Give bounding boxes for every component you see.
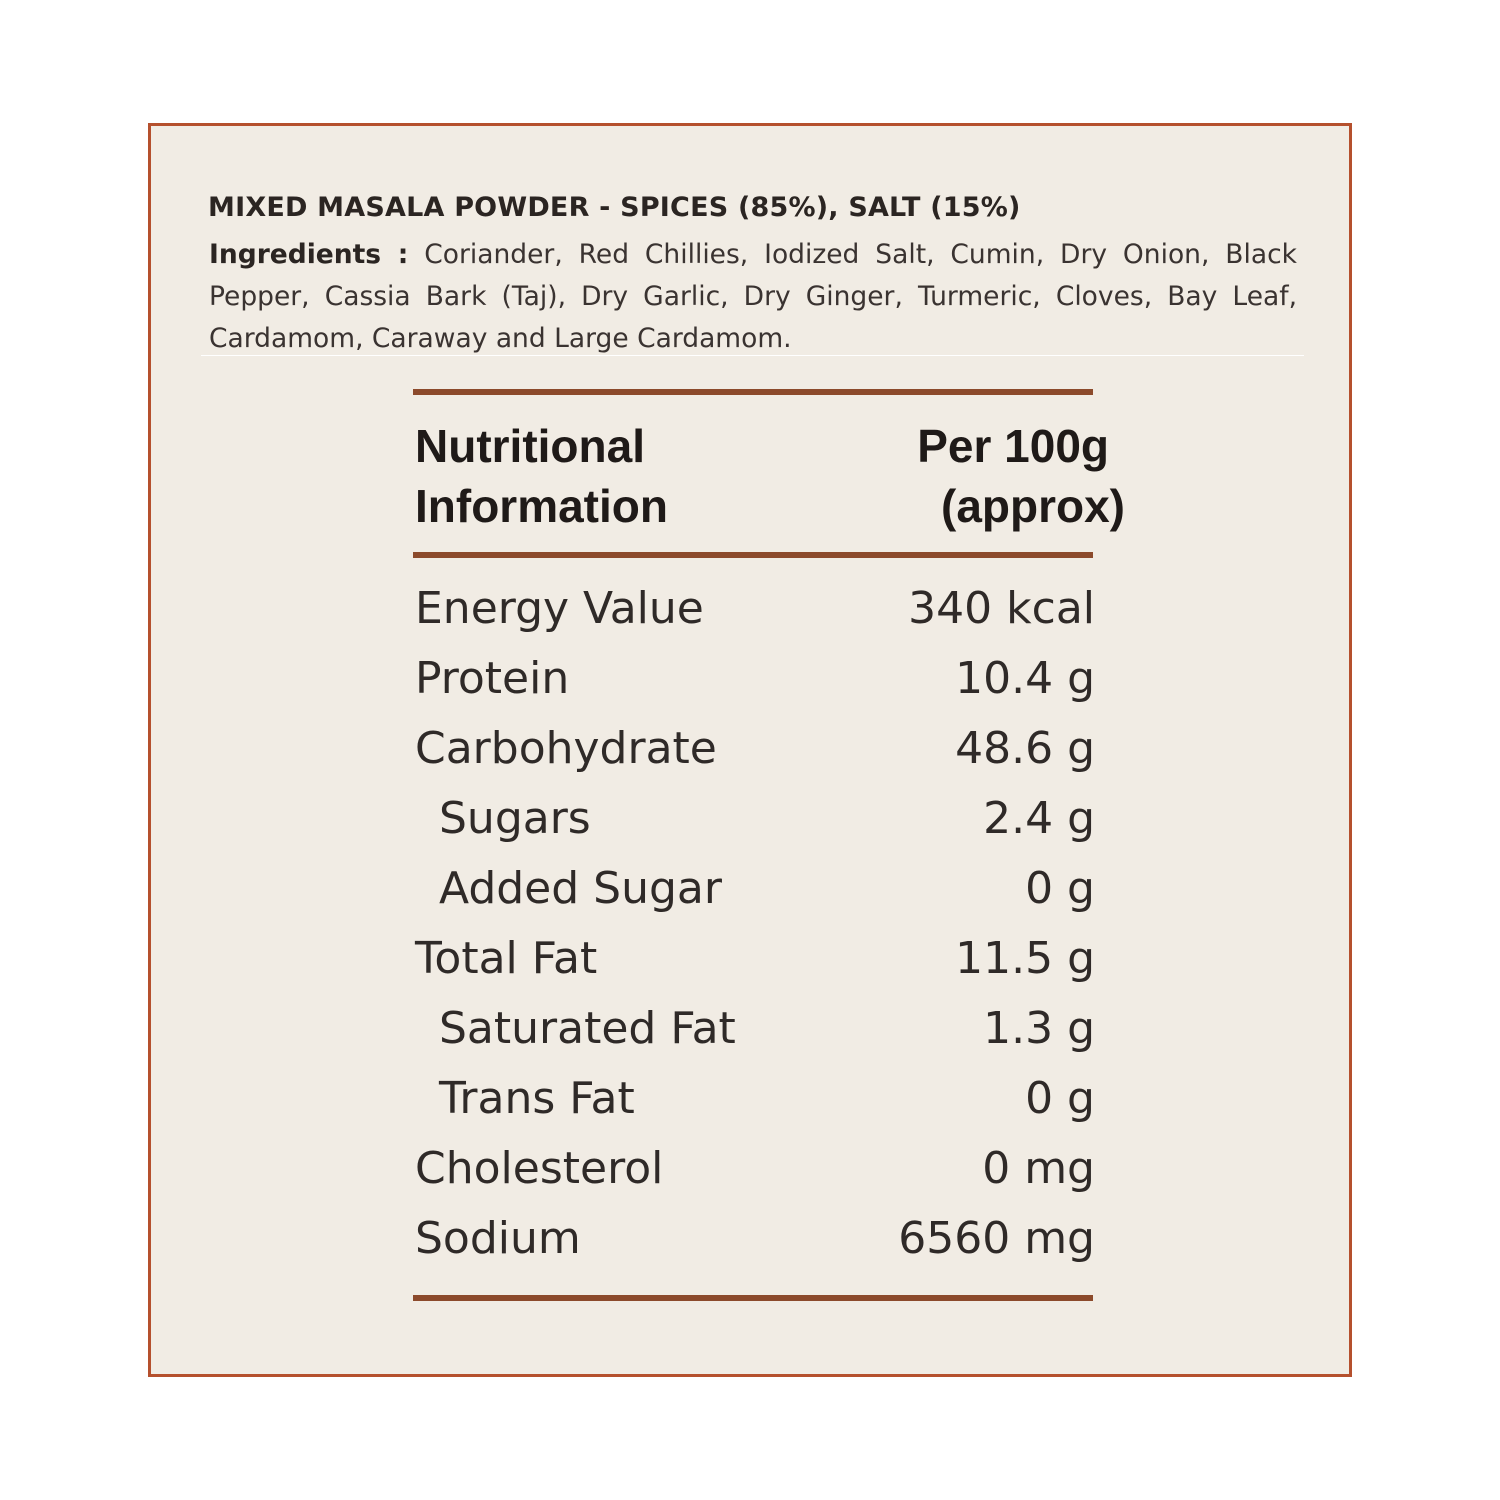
table-row: [415, 1064, 1095, 1134]
nutrient-name: Carbohydrate: [415, 723, 717, 774]
nutrient-name: Sodium: [415, 1213, 581, 1264]
ingredients-label: Ingredients :: [209, 239, 409, 270]
table-row: [415, 854, 1095, 924]
nutrient-value: 10.4 g: [955, 653, 1095, 704]
serving-line-2: (approx): [941, 480, 1125, 532]
product-heading: MIXED MASALA POWDER - SPICES (85%), SALT (15%): [208, 192, 1021, 223]
nutrient-name: Saturated Fat: [439, 1003, 736, 1054]
table-row: [415, 784, 1095, 854]
table-header-rule: [413, 552, 1093, 558]
nutrition-header-serving: [841, 416, 1125, 536]
nutrient-value: 0 g: [1025, 1073, 1095, 1124]
table-top-rule: [413, 389, 1093, 395]
table-bottom-rule: [413, 1295, 1093, 1301]
nutrient-name: Total Fat: [415, 933, 598, 984]
nutrient-name: Trans Fat: [439, 1073, 635, 1124]
table-row: [415, 1134, 1095, 1204]
nutrient-value: 0 mg: [982, 1143, 1095, 1194]
nutrition-header-title: [415, 416, 668, 536]
nutrient-name: Sugars: [439, 793, 591, 844]
nutrient-value: 1.3 g: [983, 1003, 1095, 1054]
ingredients-text: Coriander, Red Chillies, Iodized Salt, Cumin, Dry Onion, Black Pepper, Cassia Bark (Taj), Dry Garlic, Dry Ginger, Turmeric, Cloves, Bay Leaf, Cardamom, Caraway and Large Cardamom.: [209, 239, 1297, 354]
ingredients-divider: [201, 355, 1304, 356]
header-line-1: Nutritional: [415, 420, 645, 472]
nutrition-label-panel: [148, 123, 1352, 1377]
nutrient-name: Cholesterol: [415, 1143, 664, 1194]
nutrient-value: 0 g: [1025, 863, 1095, 914]
header-line-2: Information: [415, 480, 668, 532]
nutrient-value: 2.4 g: [983, 793, 1095, 844]
nutrition-rows: [415, 574, 1095, 1274]
table-row: [415, 714, 1095, 784]
table-row: [415, 924, 1095, 994]
nutrient-name: Added Sugar: [439, 863, 722, 914]
nutrient-value: 11.5 g: [955, 933, 1095, 984]
table-row: [415, 574, 1095, 644]
nutrient-value: 48.6 g: [955, 723, 1095, 774]
nutrient-value: 6560 mg: [898, 1213, 1095, 1264]
table-row: [415, 644, 1095, 714]
nutrient-name: Energy Value: [415, 583, 704, 634]
serving-line-1: Per 100g: [917, 420, 1109, 472]
table-row: [415, 1204, 1095, 1274]
ingredients-paragraph: [209, 234, 1297, 360]
nutrient-name: Protein: [415, 653, 570, 704]
table-row: [415, 994, 1095, 1064]
nutrient-value: 340 kcal: [908, 583, 1095, 634]
